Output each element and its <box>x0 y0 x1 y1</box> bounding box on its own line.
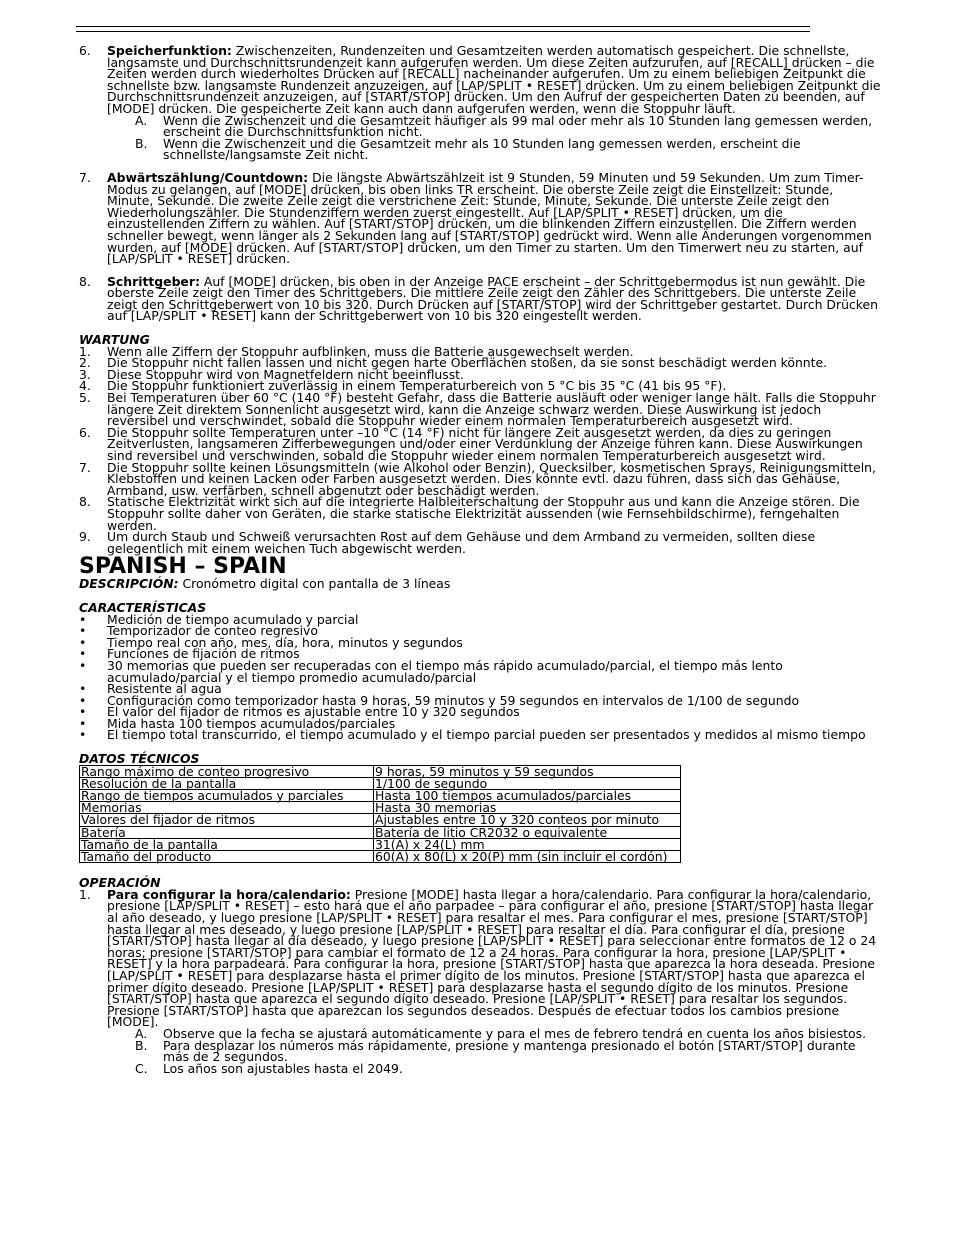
feature-text: 30 memorias que pueden ser recuperadas con el tiempo más rápido acumulado/parcial, el tiempo más lento acumulado/parcial y el tiempo promedio acumulado/parcial <box>107 657 783 685</box>
bullet: • <box>79 727 87 743</box>
feature-text: Funciones de fijación de ritmos <box>107 646 300 662</box>
table-cell: Resolución de la pantalla <box>80 777 374 789</box>
item-text: Die längste Abwärtszählzeit ist 9 Stunden, 59 Minuten und 59 Sekunden. Um zum Timer-Modus zu gelangen, auf [MODE] drücken, bis oben links TR erscheint. Die oberste Zeile zeigt die Einstellzeit: Stunde, Minute, Sekunde. Die zweite Zeile zeigt die verstrichene Zeit: Stunde, Minute, Sekunde. Die unterste Zeile zeigt den Wiederholungszähler. Die Stundenziffern werden zuerst eingestellt. Auf [LAP/SPLIT • RESET] drücken, um die einzustellenden Ziffern zu wählen. Auf [START/STOP] drücken, um die blinkenden Ziffern einzustellen. Die Ziffern werden schneller bewegt, wenn länger als 2 Sekunden lang auf [START/STOP] gedrückt wird. Wenn alle Änderungen vorgenommen wurden, auf [MODE] drücken. Auf [START/STOP] drücken, um den Timer zu starten. Um den Timerwert neu zu starten, auf [LAP/SPLIT • RESET] drücken. <box>107 169 872 267</box>
table-cell: Rango máximo de conteo progresivo <box>80 765 374 777</box>
table-cell: Batería de litio CR2032 o equivalente <box>374 826 681 838</box>
list-item <box>79 169 881 267</box>
table-cell: Ajustables entre 10 y 320 conteos por minuto <box>374 814 681 826</box>
item-number: 8. <box>79 273 91 289</box>
table-cell: 9 horas, 59 minutos y 59 segundos <box>374 765 681 777</box>
feature-text: El valor del fijador de ritmos es ajustable entre 10 y 320 segundos <box>107 704 520 720</box>
list-item <box>79 496 881 531</box>
item-number: 5. <box>79 390 91 406</box>
section-heading: SPANISH – SPAIN <box>79 554 287 580</box>
bullet: • <box>79 657 87 673</box>
table-cell: Hasta 30 memorias <box>374 802 681 814</box>
list-item <box>79 424 881 463</box>
item-title: Schrittgeber: <box>107 273 200 289</box>
sub-text: Para desplazar los números más rápidamente, presione y mantenga presionado el botón [START/STOP] durante más de 2 segundos. <box>163 1037 856 1065</box>
item-number: 4. <box>79 378 91 394</box>
features-heading: CARACTERÍSTICAS <box>79 599 207 615</box>
table-cell: Hasta 100 tiempos acumulados/parciales <box>374 790 681 802</box>
table-cell: 60(A) x 80(L) x 20(P) mm (sin incluir el cordón) <box>374 851 681 863</box>
item-text: Wenn alle Ziffern der Stoppuhr aufblinken, muss die Batterie ausgewechselt werden. <box>107 343 634 359</box>
description-text: Cronómetro digital con pantalla de 3 líneas <box>178 576 451 592</box>
list-item <box>79 729 881 741</box>
list-item <box>79 392 881 427</box>
item-number: 7. <box>79 459 91 475</box>
item-number: 6. <box>79 43 91 58</box>
document-page <box>79 45 881 1074</box>
top-rule <box>76 26 810 32</box>
bullet: • <box>79 704 87 720</box>
item-number: 6. <box>79 424 91 440</box>
item-title: Para configurar la hora/calendario: <box>107 886 351 902</box>
operation-heading: OPERACIÓN <box>79 875 161 891</box>
item-text: Auf [MODE] drücken, bis oben in der Anzeige PACE erscheint – der Schrittgebermodus ist nun gewählt. Die oberste Zeile zeigt den Timer des Schrittgebers. Die mittlere Zeile zeigt den Zähler des Schrittgebers. Die unterste Zeile zeigt den Schrittgeberwert von 10 bis 320. Durch Drücken auf [START/STOP] wird der Schrittgeber gestartet. Durch Drücken auf [LAP/SPLIT • RESET] kann der Schrittgeberwert von 10 bis 320 eingestellt werden. <box>107 273 878 324</box>
sub-letter: C. <box>135 1060 148 1076</box>
sub-text: Observe que la fecha se ajustará automáticamente y para el mes de febrero tendrá en cuenta los años bisiestos. <box>163 1026 867 1041</box>
list-item <box>79 273 881 324</box>
sub-item <box>135 1060 881 1076</box>
item-text: Presione [MODE] hasta llegar a hora/calendario. Para configurar la hora/calendario, presione [LAP/SPLIT • RESET] – esto hará que el año parpadee – para configurar el año, presione [START/STOP] hasta llegar al año deseado, y luego presione [LAP/SPLIT • RESET] para resaltar el mes. Para configurar el mes, presione [START/STOP] hasta llegar al mes deseado, y luego presione [LAP/SPLIT • RESET] para resaltar el día. Para configurar el día, presione [START/STOP] hasta llegar al día deseado, y luego presione [LAP/SPLIT • RESET] para seleccionar entre formatos de 12 o 24 horas; presione [START/STOP] para cambiar el formato de 12 a 24 horas. Para configurar la hora, presione [LAP/SPLIT • RESET] y la hora parpadeará. Para configurar la hora, presione [START/STOP] hasta que aparezca la hora deseada. Presione [LAP/SPLIT • RESET] para desplazarse hasta el primer dígito de los minutos. Presione [START/STOP] hasta que aparezca el primer dígito deseado. Presione [LAP/SPLIT • RESET] para desplazarse hasta el segundo dígito de los minutos. Presione [START/STOP] hasta que aparezca el segundo dígito deseado. Presione [LAP/SPLIT • RESET] para resaltar los segundos. Presione [START/STOP] hasta que aparezcan los segundos deseados. Después de efectuar todos los cambios presione [MODE]. <box>107 886 877 1030</box>
item-number: 2. <box>79 355 91 371</box>
list-item <box>79 459 881 498</box>
bullet: • <box>79 692 87 708</box>
item-text: Um durch Staub und Schweiß verursachten Rost auf dem Gehäuse und dem Armband zu vermeiden, sollten diese gelegentlich mit einem weichen Tuch abgewischt werden. <box>107 529 816 556</box>
sub-item: B. Wenn die Zwischenzeit und die Gesamtzeit mehr als 10 Stunden lang gemessen werden, erscheint die schnellste/langsamste Zeit nicht. <box>135 135 801 163</box>
item-text: Bei Temperaturen über 60 °C (140 °F) besteht Gefahr, dass die Batterie ausläuft oder weniger lange hält. Falls die Stoppuhr längere Zeit direktem Sonnenlicht ausgesetzt wird, kann die Anzeige schwarz werden. Diese Auswirkung ist jedoch reversibel und verschwindet, sobald die Stoppuhr wieder einem normalen Temperaturbereich ausgesetzt wird. <box>107 390 876 429</box>
table-cell: 1/100 de segundo <box>374 777 681 789</box>
bullet: • <box>79 611 87 627</box>
item-number: 3. <box>79 366 91 382</box>
bullet: • <box>79 634 87 650</box>
feature-text: Medición de tiempo acumulado y parcial <box>107 611 359 627</box>
feature-text: Tiempo real con año, mes, día, hora, minutos y segundos <box>107 634 463 650</box>
feature-text: Temporizador de conteo regresivo <box>107 623 318 639</box>
item-text: Zwischenzeiten, Rundenzeiten und Gesamtzeiten werden automatisch gespeichert. Die schnellste, langsamste und Durchschnittsrundenzeit kann aufgerufen werden. Um diese Zeiten aufzurufen, auf [RECALL] drücken – die Zeiten werden durch wiederholtes Drücken auf [RECALL] nacheinander aufgerufen. Um zu einem beliebigen Zeitpunkt die schnellste bzw. langsamste Rundenzeit anzuzeigen, auf [LAP/SPLIT • RESET] drücken. Um zu einem beliebigen Zeitpunkt die Durchschnittsrundenzeit anzuzeigen, auf [START/STOP] drücken. Um den Aufruf der gespeicherten Daten zu beenden, auf [MODE] drücken. Die gespeicherte Zeit kann auch dann aufgerufen werden, wenn die Stoppuhr läuft. <box>107 43 881 116</box>
maintenance-list <box>79 343 881 556</box>
table-cell: Batería <box>80 826 374 838</box>
sub-item: A. Wenn die Zwischenzeit und die Gesamtzeit häufiger als 99 mal oder mehr als 10 Stunden lang gemessen werden, erscheint die Durchschnittsfunktion nicht. <box>135 112 873 140</box>
table-cell: Tamaño de la pantalla <box>80 838 374 850</box>
features-list <box>79 611 881 743</box>
table-cell: Valores del fijador de ritmos <box>80 814 374 826</box>
item-title: Abwärtszählung/Countdown: <box>107 169 309 185</box>
item-text: Diese Stoppuhr wird von Magnetfeldern nicht beeinflusst. <box>107 366 464 382</box>
table-cell: Memorias <box>80 802 374 814</box>
sub-text: Los años son ajustables hasta el 2049. <box>163 1060 403 1076</box>
bullet: • <box>79 623 87 639</box>
feature-text: Resistente al agua <box>107 681 222 697</box>
item-text: Die Stoppuhr nicht fallen lassen und nicht gegen harte Oberflächen stoßen, da sie sonst beschädigt werden könnte. <box>107 355 828 371</box>
table-cell: Tamaño del producto <box>80 851 374 863</box>
table-cell: 31(A) x 24(L) mm <box>374 838 681 850</box>
item-number: 1. <box>79 343 91 359</box>
item-text: Die Stoppuhr sollte keinen Lösungsmitteln (wie Alkohol oder Benzin), Quecksilber, kosmetischen Sprays, Reinigungsmitteln, Klebstoffen und keinen Lacken oder Farben ausgesetzt werden. Dies könnte evtl. dazu führen, dass sich das Gehäuse, Armband, usw. verfärben, schnell abgenutzt oder beschädigt werden. <box>107 459 876 498</box>
tech-data-heading: DATOS TÉCNICOS <box>79 751 200 767</box>
description-label: DESCRIPCIÓN: <box>79 576 179 592</box>
table-cell: Rango de tiempos acumulados y parciales <box>80 790 374 802</box>
feature-text: Mida hasta 100 tiempos acumulados/parciales <box>107 715 396 731</box>
item-text: Die Stoppuhr sollte Temperaturen unter –10 °C (14 °F) nicht für längere Zeit ausgesetzt werden, da dies zu geringen Zeitverlusten, langsameren Zifferbewegungen und/oder einer Verdunklung der Anzeige führen kann. Diese Auswirkungen sind reversibel und verschwinden, sobald die Stoppuhr wieder einem normalen Temperaturbereich ausgesetzt wird. <box>107 424 863 463</box>
description <box>79 578 881 590</box>
list-item <box>79 45 881 115</box>
list-item <box>79 531 881 554</box>
item-title: Speicherfunktion: <box>107 43 232 58</box>
item-text: Die Stoppuhr funktioniert zuverlässig in einem Temperaturbereich von 5 °C bis 35 °C (41 bis 95 °F). <box>107 378 727 394</box>
maintenance-heading: WARTUNG <box>79 332 150 348</box>
sub-letter: B. <box>135 1037 148 1053</box>
bullet: • <box>79 646 87 662</box>
operation-sub-list <box>79 1028 881 1074</box>
list-item <box>79 657 881 685</box>
bullet: • <box>79 715 87 731</box>
item-number: 7. <box>79 169 91 185</box>
bullet: • <box>79 681 87 697</box>
sub-letter: A. <box>135 1026 148 1041</box>
item-text: Statische Elektrizität wirkt sich auf die integrierte Halbleiterschaltung der Stoppuhr aus und kann die Anzeige stören. Die Stoppuhr sollte daher von Geräten, die starke statische Elektrizität aussenden (wie Fernsehbildschirme), ferngehalten werden. <box>107 494 860 533</box>
sub-item <box>135 1037 881 1065</box>
table-row <box>80 851 681 863</box>
item-number: 1. <box>79 886 91 902</box>
item-number: 8. <box>79 494 91 510</box>
item-number: 9. <box>79 529 91 545</box>
feature-text: Configuración como temporizador hasta 9 horas, 59 minutos y 59 segundos en intervalos de 1/100 de segundo <box>107 692 800 708</box>
tech-data-table <box>79 765 681 864</box>
feature-text: El tiempo total transcurrido, el tiempo acumulado y el tiempo parcial pueden ser presentados y medidos al mismo tiempo <box>107 727 866 743</box>
list-item <box>79 886 881 1030</box>
